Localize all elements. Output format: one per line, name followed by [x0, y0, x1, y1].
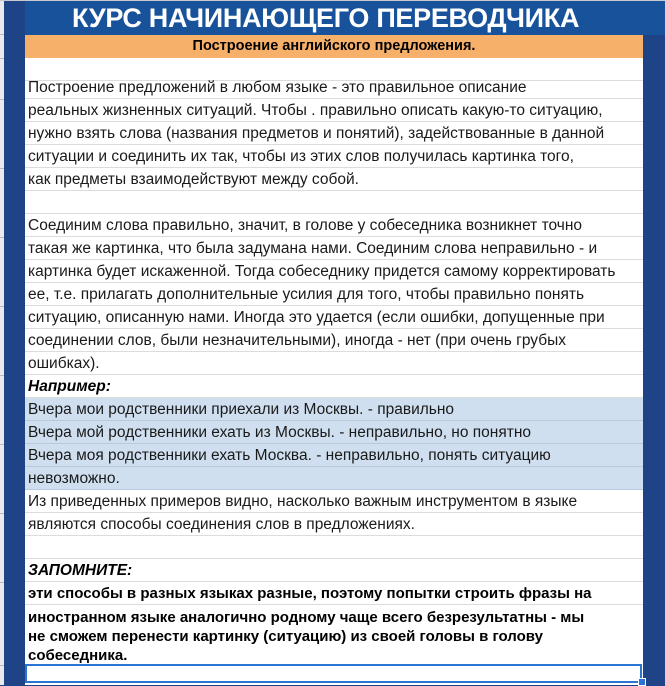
- gridline: [0, 99, 4, 100]
- gridline: [0, 34, 4, 35]
- remember-line: собеседника.: [28, 647, 128, 664]
- text-cell[interactable]: реальных жизненных ситуаций. Чтобы . правильно описать какую-то ситуацию,: [25, 99, 643, 122]
- sheet-left-edge: [0, 0, 4, 685]
- page-title: КУРС НАЧИНАЮЩЕГО ПЕРЕВОДЧИКА: [72, 3, 580, 33]
- gridline: [0, 237, 4, 238]
- text-cell[interactable]: Из приведенных примеров видно, насколько важным инструментом в языке: [25, 490, 643, 513]
- gridline: [0, 513, 4, 514]
- text-cell[interactable]: Соединим слова правильно, значит, в голове у собеседника возникнет точно: [25, 214, 643, 237]
- example-incorrect-cont[interactable]: невозможно.: [25, 467, 643, 490]
- example-correct[interactable]: Вчера мои родственники приехали из Москвы. - правильно: [25, 398, 643, 421]
- text-cell[interactable]: ситуации и соединить их так, чтобы из этих слов получилась картинка того,: [25, 145, 643, 168]
- gridline: [0, 168, 4, 169]
- remember-line: не сможем перенести картинку (ситуацию) из своей головы в голову: [28, 628, 543, 645]
- page-title-bar: [25, 1, 665, 35]
- empty-cell[interactable]: [25, 191, 643, 214]
- text-cell[interactable]: являются способы соединения слов в предложениях.: [25, 513, 643, 536]
- remember-text[interactable]: эти способы в разных языках разные, поэтому попытки строить фразы на: [25, 582, 643, 605]
- text-cell[interactable]: Построение предложений в любом языке - это правильное описание: [25, 76, 643, 99]
- text-cell[interactable]: ошибках).: [25, 352, 643, 375]
- gridline: [0, 306, 4, 307]
- text-cell[interactable]: такая же картинка, что была задумана нами. Соединим слова неправильно - и: [25, 237, 643, 260]
- example-understandable[interactable]: Вчера мой родственники ехать из Москвы. - неправильно, но понятно: [25, 421, 643, 444]
- empty-cell[interactable]: [25, 536, 643, 559]
- text-cell[interactable]: нужно взять слова (названия предметов и понятий), задействованные в данной: [25, 122, 643, 145]
- selected-cell[interactable]: [25, 664, 642, 683]
- text-cell[interactable]: как предметы взаимодействуют между собой.: [25, 168, 643, 191]
- text-cell[interactable]: соединении слов, были незначительными), иногда - нет (при очень грубых: [25, 329, 643, 352]
- text-cell[interactable]: ситуацию, описанную нами. Иногда это удается (если ошибки, допущенные при: [25, 306, 643, 329]
- gridline: [0, 444, 4, 445]
- gridline: [0, 582, 4, 583]
- lesson-subtitle: Построение английского предложения.: [25, 35, 643, 58]
- gridline: [0, 58, 4, 59]
- example-incorrect[interactable]: Вчера моя родственники ехать Москва. - неправильно, понять ситуацию: [25, 444, 643, 467]
- spreadsheet-content: [25, 58, 643, 685]
- examples-label[interactable]: Например:: [25, 375, 643, 398]
- text-cell[interactable]: ее, т.е. прилагать дополнительные усилия для того, чтобы правильно понять: [25, 283, 643, 306]
- gridline: [0, 375, 4, 376]
- gridline: [0, 665, 4, 666]
- remember-text-multiline[interactable]: [25, 608, 643, 665]
- remember-line: иностранном языке аналогично родному чаще всего безрезультатны - мы: [28, 609, 585, 626]
- remember-label[interactable]: ЗАПОМНИТЕ:: [25, 559, 643, 582]
- text-cell[interactable]: картинка будет искаженной. Тогда собеседнику придется самому корректировать: [25, 260, 643, 283]
